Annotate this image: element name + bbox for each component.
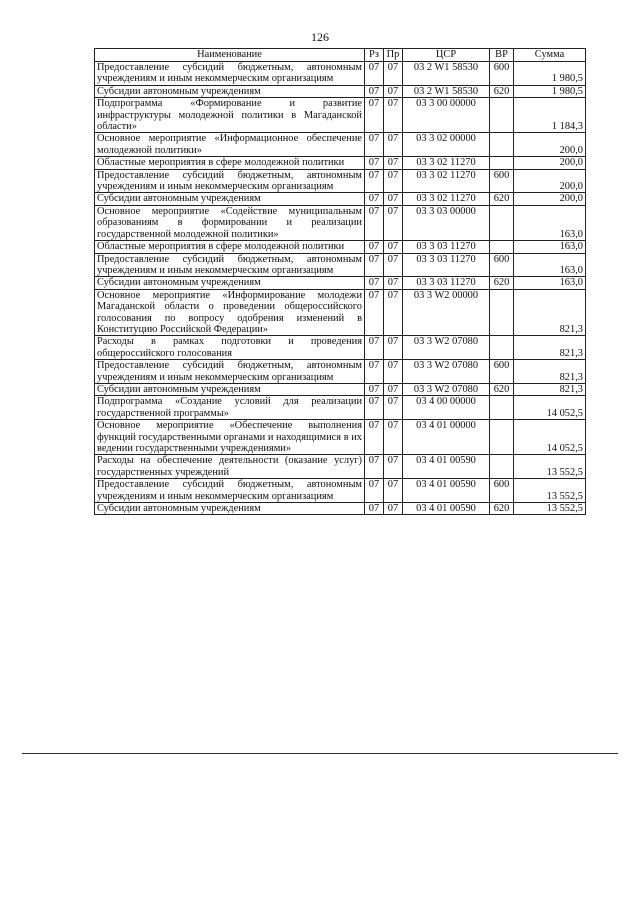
cell-rz: 07 xyxy=(365,289,384,336)
cell-name: Подпрограмма «Создание условий для реализации государственной программы» xyxy=(95,396,365,420)
cell-vr xyxy=(490,205,514,240)
cell-name: Подпрограмма «Формирование и развитие инфраструктуры молодежной политики в Магаданской области» xyxy=(95,98,365,133)
cell-vr: 600 xyxy=(490,62,514,86)
cell-sum: 13 552,5 xyxy=(514,479,586,503)
cell-rz: 07 xyxy=(365,85,384,97)
table-row xyxy=(95,396,586,420)
cell-sum: 821,3 xyxy=(514,336,586,360)
cell-rz: 07 xyxy=(365,360,384,384)
cell-rz: 07 xyxy=(365,98,384,133)
table-row xyxy=(95,205,586,240)
cell-rz: 07 xyxy=(365,336,384,360)
footer-divider xyxy=(22,753,618,754)
cell-vr xyxy=(490,289,514,336)
cell-vr xyxy=(490,241,514,253)
table-row xyxy=(95,169,586,193)
cell-sum: 14 052,5 xyxy=(514,396,586,420)
cell-name: Предоставление субсидий бюджетным, автономным учреждениям и иным некоммерческим организациям xyxy=(95,360,365,384)
cell-sum: 200,0 xyxy=(514,169,586,193)
table-row xyxy=(95,85,586,97)
cell-pr: 07 xyxy=(384,133,403,157)
cell-pr: 07 xyxy=(384,98,403,133)
cell-csr: 03 3 W2 07080 xyxy=(403,336,490,360)
cell-pr: 07 xyxy=(384,336,403,360)
cell-pr: 07 xyxy=(384,205,403,240)
table-row xyxy=(95,420,586,455)
cell-name: Основное мероприятие «Информирование молодежи Магаданской области о проведении общероссийского голосования по вопросу одобрения изменений в Конституцию Российской Федерации» xyxy=(95,289,365,336)
cell-pr: 07 xyxy=(384,157,403,169)
table-row xyxy=(95,157,586,169)
budget-table xyxy=(94,48,586,515)
cell-rz: 07 xyxy=(365,169,384,193)
cell-sum: 1 184,3 xyxy=(514,98,586,133)
cell-rz: 07 xyxy=(365,193,384,205)
cell-csr: 03 3 02 00000 xyxy=(403,133,490,157)
cell-sum: 13 552,5 xyxy=(514,503,586,515)
cell-pr: 07 xyxy=(384,383,403,395)
cell-vr xyxy=(490,455,514,479)
cell-name: Субсидии автономным учреждениям xyxy=(95,503,365,515)
cell-name: Основное мероприятие «Обеспечение выполнения функций государственными органами и находящимися в их ведении государственными учреждениями» xyxy=(95,420,365,455)
cell-sum: 821,3 xyxy=(514,383,586,395)
table-row xyxy=(95,62,586,86)
cell-csr: 03 4 01 00590 xyxy=(403,503,490,515)
cell-csr: 03 3 W2 00000 xyxy=(403,289,490,336)
cell-pr: 07 xyxy=(384,479,403,503)
cell-name: Основное мероприятие «Содействие муниципальным образованиям в формировании и реализации государственной молодежной политики» xyxy=(95,205,365,240)
header-vr: ВР xyxy=(490,49,514,62)
cell-csr: 03 4 01 00590 xyxy=(403,455,490,479)
cell-vr: 600 xyxy=(490,253,514,277)
table-row xyxy=(95,383,586,395)
table-row xyxy=(95,503,586,515)
cell-vr: 620 xyxy=(490,277,514,289)
cell-csr: 03 2 W1 58530 xyxy=(403,85,490,97)
cell-pr: 07 xyxy=(384,62,403,86)
page-number: 126 xyxy=(311,30,329,44)
cell-csr: 03 3 03 11270 xyxy=(403,253,490,277)
cell-csr: 03 3 02 11270 xyxy=(403,169,490,193)
table-body xyxy=(95,62,586,515)
cell-pr: 07 xyxy=(384,169,403,193)
cell-sum: 163,0 xyxy=(514,253,586,277)
cell-pr: 07 xyxy=(384,241,403,253)
cell-pr: 07 xyxy=(384,396,403,420)
header-name: Наименование xyxy=(95,49,365,62)
cell-vr: 600 xyxy=(490,169,514,193)
cell-name: Областные мероприятия в сфере молодежной политики xyxy=(95,157,365,169)
cell-name: Субсидии автономным учреждениям xyxy=(95,85,365,97)
cell-vr: 600 xyxy=(490,479,514,503)
cell-name: Расходы на обеспечение деятельности (оказание услуг) государственных учреждений xyxy=(95,455,365,479)
cell-rz: 07 xyxy=(365,253,384,277)
header-rz: Рз xyxy=(365,49,384,62)
cell-pr: 07 xyxy=(384,420,403,455)
cell-vr xyxy=(490,98,514,133)
table-row xyxy=(95,133,586,157)
cell-rz: 07 xyxy=(365,503,384,515)
cell-csr: 03 3 03 11270 xyxy=(403,241,490,253)
cell-name: Предоставление субсидий бюджетным, автономным учреждениям и иным некоммерческим организациям xyxy=(95,479,365,503)
cell-sum: 13 552,5 xyxy=(514,455,586,479)
table-row xyxy=(95,289,586,336)
table-row xyxy=(95,241,586,253)
cell-csr: 03 3 W2 07080 xyxy=(403,383,490,395)
cell-vr xyxy=(490,396,514,420)
cell-csr: 03 3 W2 07080 xyxy=(403,360,490,384)
cell-sum: 14 052,5 xyxy=(514,420,586,455)
cell-sum: 821,3 xyxy=(514,289,586,336)
cell-sum: 200,0 xyxy=(514,133,586,157)
table-row xyxy=(95,193,586,205)
cell-csr: 03 3 03 11270 xyxy=(403,277,490,289)
table-row xyxy=(95,98,586,133)
cell-rz: 07 xyxy=(365,420,384,455)
table-row xyxy=(95,455,586,479)
cell-sum: 163,0 xyxy=(514,241,586,253)
cell-sum: 200,0 xyxy=(514,193,586,205)
cell-sum: 1 980,5 xyxy=(514,62,586,86)
cell-pr: 07 xyxy=(384,360,403,384)
cell-rz: 07 xyxy=(365,277,384,289)
cell-vr: 620 xyxy=(490,383,514,395)
cell-rz: 07 xyxy=(365,205,384,240)
cell-csr: 03 2 W1 58530 xyxy=(403,62,490,86)
cell-pr: 07 xyxy=(384,289,403,336)
cell-pr: 07 xyxy=(384,85,403,97)
cell-name: Субсидии автономным учреждениям xyxy=(95,193,365,205)
cell-pr: 07 xyxy=(384,253,403,277)
cell-vr xyxy=(490,157,514,169)
cell-csr: 03 3 00 00000 xyxy=(403,98,490,133)
table-row xyxy=(95,277,586,289)
table-header-row xyxy=(95,49,586,62)
header-csr: ЦСР xyxy=(403,49,490,62)
cell-vr xyxy=(490,336,514,360)
cell-name: Предоставление субсидий бюджетным, автономным учреждениям и иным некоммерческим организациям xyxy=(95,62,365,86)
cell-rz: 07 xyxy=(365,455,384,479)
header-pr: Пр xyxy=(384,49,403,62)
header-sum: Сумма xyxy=(514,49,586,62)
cell-csr: 03 4 00 00000 xyxy=(403,396,490,420)
cell-name: Субсидии автономным учреждениям xyxy=(95,277,365,289)
cell-name: Предоставление субсидий бюджетным, автономным учреждениям и иным некоммерческим организациям xyxy=(95,169,365,193)
cell-name: Расходы в рамках подготовки и проведения общероссийского голосования xyxy=(95,336,365,360)
cell-csr: 03 3 02 11270 xyxy=(403,157,490,169)
cell-pr: 07 xyxy=(384,277,403,289)
cell-sum: 163,0 xyxy=(514,277,586,289)
cell-name: Областные мероприятия в сфере молодежной политики xyxy=(95,241,365,253)
cell-rz: 07 xyxy=(365,133,384,157)
cell-rz: 07 xyxy=(365,383,384,395)
cell-pr: 07 xyxy=(384,193,403,205)
cell-vr: 620 xyxy=(490,503,514,515)
cell-rz: 07 xyxy=(365,479,384,503)
cell-csr: 03 3 03 00000 xyxy=(403,205,490,240)
cell-csr: 03 4 01 00590 xyxy=(403,479,490,503)
cell-rz: 07 xyxy=(365,396,384,420)
cell-sum: 1 980,5 xyxy=(514,85,586,97)
cell-vr: 620 xyxy=(490,193,514,205)
cell-pr: 07 xyxy=(384,455,403,479)
table-row xyxy=(95,336,586,360)
cell-rz: 07 xyxy=(365,157,384,169)
cell-sum: 200,0 xyxy=(514,157,586,169)
cell-sum: 163,0 xyxy=(514,205,586,240)
table-row xyxy=(95,479,586,503)
table-row xyxy=(95,253,586,277)
cell-vr xyxy=(490,420,514,455)
cell-sum: 821,3 xyxy=(514,360,586,384)
cell-pr: 07 xyxy=(384,503,403,515)
cell-csr: 03 4 01 00000 xyxy=(403,420,490,455)
cell-vr: 620 xyxy=(490,85,514,97)
cell-rz: 07 xyxy=(365,62,384,86)
cell-name: Основное мероприятие «Информационное обеспечение молодежной политики» xyxy=(95,133,365,157)
cell-rz: 07 xyxy=(365,241,384,253)
cell-vr: 600 xyxy=(490,360,514,384)
cell-vr xyxy=(490,133,514,157)
cell-name: Предоставление субсидий бюджетным, автономным учреждениям и иным некоммерческим организациям xyxy=(95,253,365,277)
cell-csr: 03 3 02 11270 xyxy=(403,193,490,205)
cell-name: Субсидии автономным учреждениям xyxy=(95,383,365,395)
table-row xyxy=(95,360,586,384)
